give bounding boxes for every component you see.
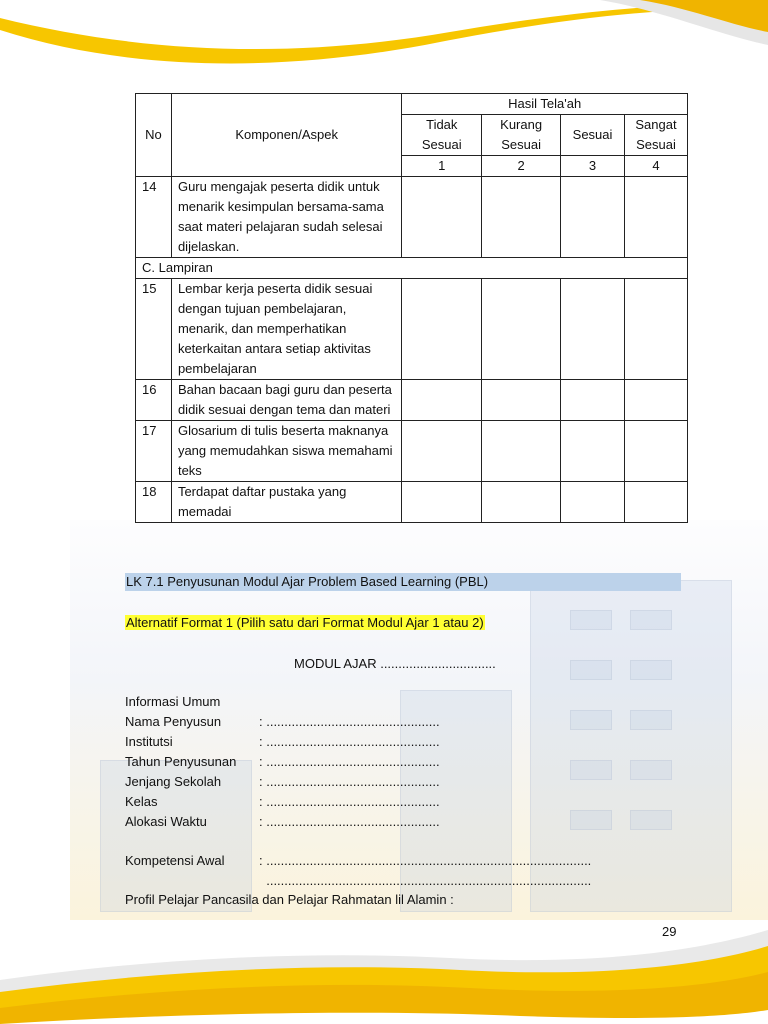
score-cell[interactable] — [402, 279, 482, 380]
field-value-alokasi-waktu[interactable]: : ................................................ — [259, 814, 440, 829]
header-aspek: Komponen/Aspek — [171, 94, 401, 177]
header-wave-decoration — [0, 0, 768, 90]
header-score-2: Kurang Sesuai — [482, 115, 561, 156]
header-num-2: 2 — [482, 156, 561, 177]
header-score-3: Sesuai — [561, 115, 625, 156]
score-cell[interactable] — [482, 421, 561, 482]
score-cell[interactable] — [561, 177, 625, 258]
row-number: 14 — [136, 177, 172, 258]
score-cell[interactable] — [402, 421, 482, 482]
score-cell[interactable] — [625, 421, 688, 482]
header-num-3: 3 — [561, 156, 625, 177]
score-cell[interactable] — [482, 279, 561, 380]
header-num-4: 4 — [625, 156, 688, 177]
score-cell[interactable] — [561, 421, 625, 482]
field-label-kelas: Kelas — [125, 794, 158, 809]
section-label: C. Lampiran — [136, 258, 688, 279]
score-cell[interactable] — [625, 177, 688, 258]
table-section-row — [136, 258, 688, 279]
table-row — [136, 482, 688, 523]
score-cell[interactable] — [482, 177, 561, 258]
field-label-tahun-penyusunan: Tahun Penyusunan — [125, 754, 237, 769]
row-number: 15 — [136, 279, 172, 380]
field-label-institusi: Institutsi — [125, 734, 173, 749]
field-value-kelas[interactable]: : ................................................ — [259, 794, 440, 809]
header-hasil-telaah: Hasil Tela'ah — [402, 94, 688, 115]
score-cell[interactable] — [561, 380, 625, 421]
score-cell[interactable] — [625, 380, 688, 421]
field-value-kompetensi-awal-line1[interactable]: : .......................................................................................... — [259, 853, 592, 868]
footer-wave-decoration — [0, 930, 768, 1024]
field-label-jenjang-sekolah: Jenjang Sekolah — [125, 774, 222, 789]
table-row — [136, 380, 688, 421]
row-number: 17 — [136, 421, 172, 482]
alternatif-format-line — [125, 614, 485, 632]
row-aspek-text: Lembar kerja peserta didik sesuai dengan tujuan pembelajaran, menarik, dan memperhatikan keterkaitan antara setiap aktivitas pembelajaran — [171, 279, 401, 380]
field-label-kompetensi-awal: Kompetensi Awal — [125, 853, 225, 868]
row-aspek-text: Glosarium di tulis beserta maknanya yang memudahkan siswa memahami teks — [171, 421, 401, 482]
header-score-1: Tidak Sesuai — [402, 115, 482, 156]
field-value-nama-penyusun[interactable]: : ................................................ — [259, 714, 440, 729]
score-cell[interactable] — [561, 279, 625, 380]
field-value-tahun-penyusunan[interactable]: : ................................................ — [259, 754, 440, 769]
row-number: 16 — [136, 380, 172, 421]
header-no: No — [136, 94, 172, 177]
field-label-alokasi-waktu: Alokasi Waktu — [125, 814, 207, 829]
row-aspek-text: Terdapat daftar pustaka yang memadai — [171, 482, 401, 523]
informasi-umum-heading: Informasi Umum — [125, 694, 221, 709]
header-score-4: Sangat Sesuai — [625, 115, 688, 156]
score-cell[interactable] — [561, 482, 625, 523]
score-cell[interactable] — [482, 380, 561, 421]
score-cell[interactable] — [482, 482, 561, 523]
review-table — [135, 93, 688, 523]
header-num-1: 1 — [402, 156, 482, 177]
alternatif-format-text: Alternatif Format 1 (Pilih satu dari Format Modul Ajar 1 atau 2) — [126, 615, 484, 630]
table-header-row — [136, 94, 688, 115]
row-number: 18 — [136, 482, 172, 523]
page-number: 29 — [662, 924, 677, 939]
field-value-institusi[interactable]: : ................................................ — [259, 734, 440, 749]
score-cell[interactable] — [625, 482, 688, 523]
field-value-jenjang-sekolah[interactable]: : ................................................ — [259, 774, 440, 789]
row-aspek-text: Guru mengajak peserta didik untuk menarik kesimpulan bersama-sama saat materi pelajaran sudah selesai dijelaskan. — [171, 177, 401, 258]
field-value-kompetensi-awal-line2[interactable]: .......................................................................................... — [259, 873, 592, 888]
score-cell[interactable] — [402, 177, 482, 258]
table-row — [136, 177, 688, 258]
table-row — [136, 279, 688, 380]
field-label-nama-penyusun: Nama Penyusun — [125, 714, 222, 729]
row-aspek-text: Bahan bacaan bagi guru dan peserta didik sesuai dengan tema dan materi — [171, 380, 401, 421]
score-cell[interactable] — [402, 380, 482, 421]
profil-pelajar-heading: Profil Pelajar Pancasila dan Pelajar Rahmatan lil Alamin : — [125, 892, 454, 907]
lk-title: LK 7.1 Penyusunan Modul Ajar Problem Based Learning (PBL) — [125, 573, 681, 591]
table-row — [136, 421, 688, 482]
score-cell[interactable] — [625, 279, 688, 380]
modul-ajar-title: MODUL AJAR ................................ — [294, 656, 496, 671]
score-cell[interactable] — [402, 482, 482, 523]
